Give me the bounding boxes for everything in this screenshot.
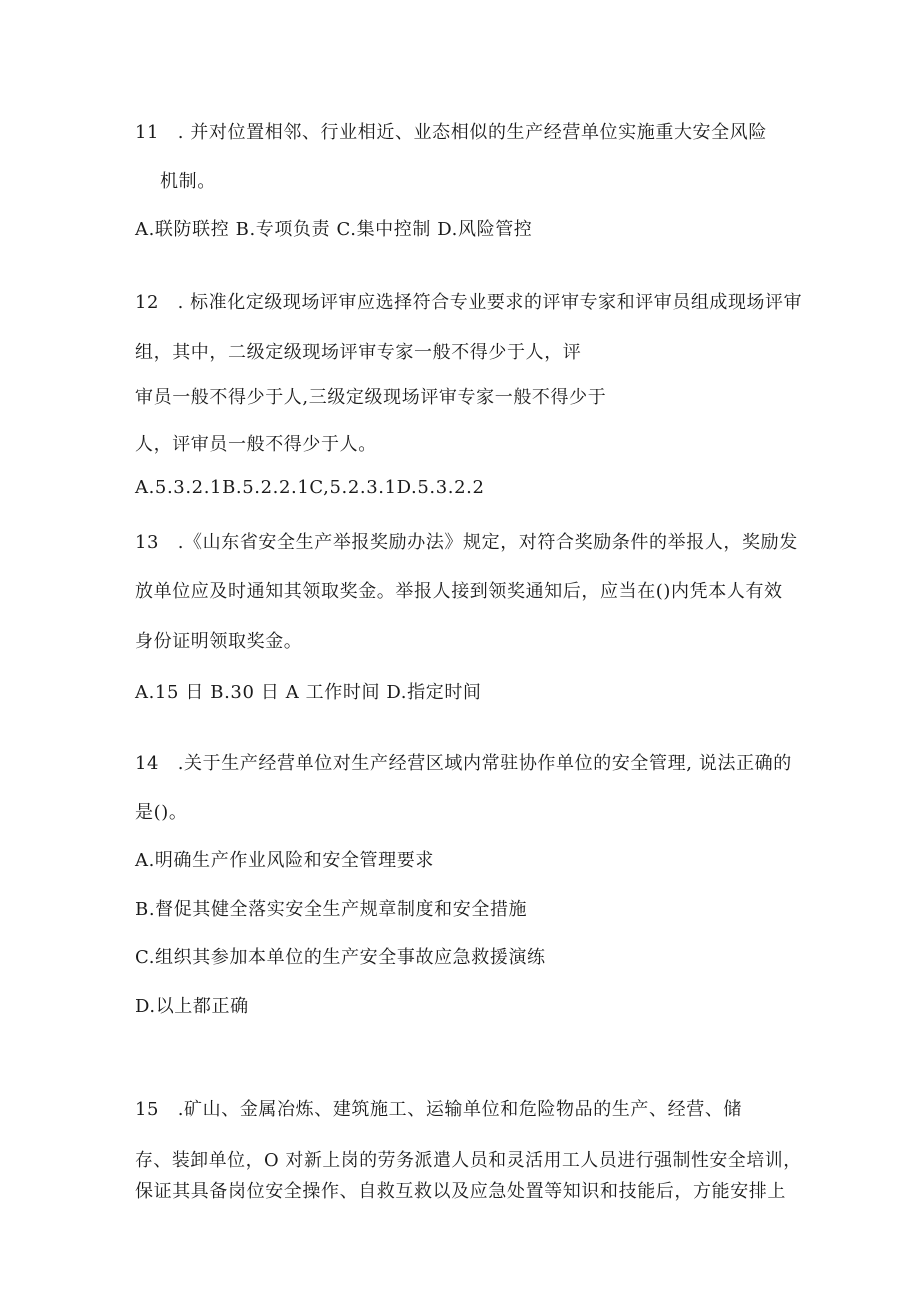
question-14-option-c: C.组织其参加本单位的生产安全事故应急救援演练 [135, 947, 546, 968]
question-13-options: A.15 日 B.30 日 A 工作时间 D.指定时间 [135, 682, 482, 703]
question-13-stem-line-2: 放单位应及时通知其领取奖金。举报人接到领奖通知后，应当在()内凭本人有效 [135, 581, 783, 602]
question-12-options: A.5.3.2.1B.5.2.2.1C,5.2.3.1D.5.3.2.2 [135, 477, 485, 498]
question-14-stem-line-1: 14 .关于生产经营单位对生产经营区域内常驻协作单位的安全管理, 说法正确的 [135, 753, 792, 774]
question-11-stem-line-1: 11 . 并对位置相邻、行业相近、业态相似的生产经营单位实施重大安全风险 [135, 122, 767, 143]
question-14-option-a: A.明确生产作业风险和安全管理要求 [135, 850, 434, 871]
question-12-stem-line-3: 审员一般不得少于人,三级定级现场评审专家一般不得少于 [135, 387, 607, 408]
question-15-stem-line-1: 15 .矿山、金属冶炼、建筑施工、运输单位和危险物品的生产、经营、储 [135, 1099, 743, 1120]
question-11-options: A.联防联控 B.专项负责 C.集中控制 D.风险管控 [135, 219, 533, 240]
question-11-stem-line-2: 机制。 [160, 171, 216, 192]
question-14-stem-line-2: 是()。 [135, 802, 188, 823]
question-15-stem-line-2: 存、装卸单位，O 对新上岗的劳务派遣人员和灵活用工人员进行强制性安全培训， [135, 1150, 802, 1171]
question-12-stem-line-1: 12 . 标准化定级现场评审应选择符合专业要求的评审专家和评审员组成现场评审 [135, 292, 803, 313]
question-15-stem-line-3: 保证其具备岗位安全操作、自救互救以及应急处置等知识和技能后，方能安排上 [135, 1181, 786, 1202]
question-12-stem-line-2: 组，其中，二级定级现场评审专家一般不得少于人，评 [135, 342, 582, 363]
question-13-stem-line-3: 身份证明领取奖金。 [135, 631, 303, 652]
question-14-option-d: D.以上都正确 [135, 996, 249, 1017]
question-14-option-b: B.督促其健全落实安全生产规章制度和安全措施 [135, 899, 528, 920]
question-12-stem-line-4: 人，评审员一般不得少于人。 [135, 434, 377, 455]
question-13-stem-line-1: 13 .《山东省安全生产举报奖励办法》规定，对符合奖励条件的举报人，奖励发 [135, 532, 798, 553]
